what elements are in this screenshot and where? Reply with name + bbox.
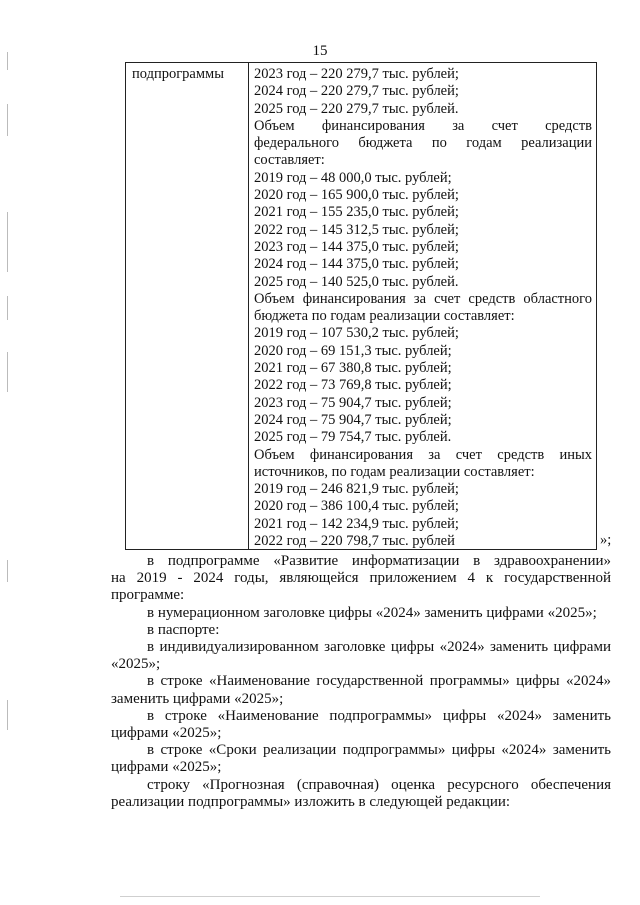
financing-line: 2019 год – 107 530,2 тыс. рублей; [254,325,459,342]
row-label: подпрограммы [132,66,224,82]
financing-line: 2021 год – 142 234,9 тыс. рублей; [254,515,459,532]
text-line: в индивидуализированном заголовке цифры «2024» заменить цифрами [147,639,611,656]
financing-line: Объем финансирования за счет средств иных [254,446,592,463]
paragraph [111,553,611,605]
financing-line: 2025 год – 140 525,0 тыс. рублей. [254,273,459,290]
financing-line: Объем финансирования за счет средств областного [254,290,592,307]
scan-mark [7,104,8,136]
financing-line: 2023 год – 75 904,7 тыс. рублей; [254,394,452,411]
text-line: цифрами «2025»; [111,759,222,776]
financing-line: 2025 год – 220 279,7 тыс. рублей. [254,100,459,117]
page-number: 15 [312,43,328,59]
paragraph [111,622,611,639]
text-line: в строке «Наименование государственной программы» цифры «2024» [147,673,611,690]
text-line: в паспорте: [147,621,220,638]
financing-line: 2025 год – 79 754,7 тыс. рублей. [254,429,452,446]
financing-line: 2019 год – 48 000,0 тыс. рублей; [254,169,452,186]
text-line: в строке «Наименование подпрограммы» цифры «2024» заменить [147,707,611,724]
text-line: строку «Прогнозная (справочная) оценка ресурсного обеспечения [147,776,611,793]
financing-line: федерального бюджета по годам реализации [254,135,592,152]
financing-line: 2022 год – 73 769,8 тыс. рублей; [254,377,452,394]
closing-quote: »; [600,532,612,548]
text-line: в подпрограмме «Развитие информатизации в здравоохранении» [147,553,611,569]
financing-line: 2024 год – 75 904,7 тыс. рублей; [254,411,452,428]
paragraph [111,673,611,707]
financing-line: 2024 год – 144 375,0 тыс. рублей; [254,256,459,273]
financing-line: 2023 год – 220 279,7 тыс. рублей; [254,66,459,82]
text-line: в нумерационном заголовке цифры «2024» заменить цифрами «2025»; [147,604,597,621]
scan-mark [7,352,8,392]
text-line: заменить цифрами «2025»; [111,690,284,707]
financing-line: Объем финансирования за счет средств [254,117,592,134]
financing-cell [254,66,592,550]
paragraph [111,605,611,622]
column-divider [248,63,249,549]
text-line: программе: [111,587,185,604]
text-line: на 2019 - 2024 годы, являющейся приложением 4 к государственной [111,570,611,587]
text-line: в строке «Сроки реализации подпрограммы» цифры «2024» заменить [147,742,611,759]
financing-line: 2022 год – 220 798,7 тыс. рублей [254,533,455,550]
paragraph [111,742,611,776]
paragraph [111,639,611,673]
financing-line: бюджета по годам реализации составляет: [254,308,515,325]
scan-mark [7,560,8,582]
financing-line: 2022 год – 145 312,5 тыс. рублей; [254,221,459,238]
financing-line: составляет: [254,152,325,169]
scan-mark [7,212,8,272]
financing-line: 2020 год – 386 100,4 тыс. рублей; [254,498,459,515]
text-line: реализации подпрограммы» изложить в следующей редакции: [111,793,511,810]
financing-line: 2021 год – 155 235,0 тыс. рублей; [254,204,459,221]
financing-line: 2021 год – 67 380,8 тыс. рублей; [254,360,452,377]
financing-line: 2020 год – 165 900,0 тыс. рублей; [254,187,459,204]
scan-mark [7,700,8,730]
financing-line: 2023 год – 144 375,0 тыс. рублей; [254,238,459,255]
financing-line: 2019 год – 246 821,9 тыс. рублей; [254,481,459,498]
scan-edge [120,896,540,897]
text-line: «2025»; [111,656,161,673]
passport-table [125,62,597,550]
financing-line: 2020 год – 69 151,3 тыс. рублей; [254,342,452,359]
paragraph [111,777,611,811]
text-line: цифрами «2025»; [111,725,222,742]
financing-line: 2024 год – 220 279,7 тыс. рублей; [254,83,459,100]
financing-line: источников, по годам реализации составляет: [254,463,535,480]
paragraph [111,708,611,742]
amendment-text [111,553,611,811]
scan-mark [7,296,8,320]
